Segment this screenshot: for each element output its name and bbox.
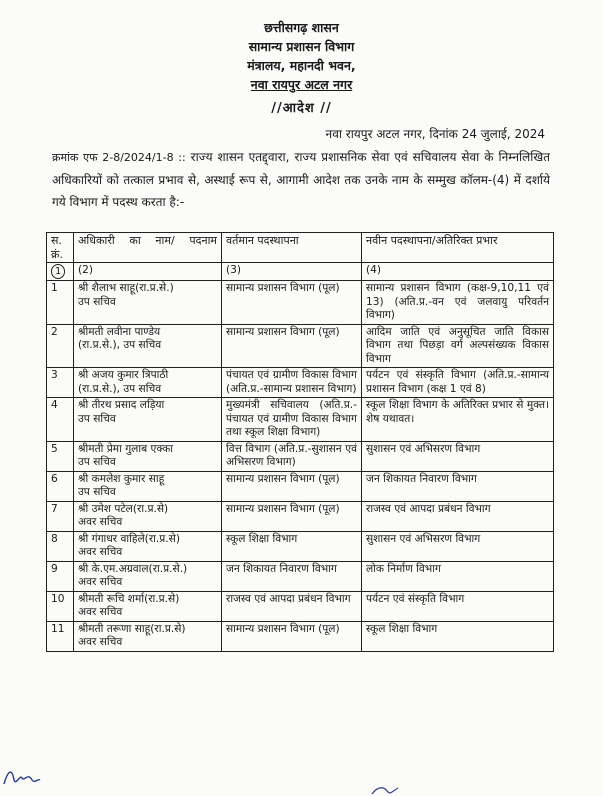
officer-cell bbox=[74, 471, 222, 501]
table-row bbox=[47, 531, 554, 561]
officer-designation: अवर सचिव bbox=[78, 516, 123, 528]
handwritten-mark-icon bbox=[370, 784, 400, 796]
officer-designation: उप सचिव bbox=[78, 295, 116, 308]
sno-cell: 10 bbox=[47, 591, 74, 621]
sno-cell: 7 bbox=[47, 501, 74, 531]
postings-table bbox=[46, 232, 554, 652]
new-posting-cell: स्कूल शिक्षा विभाग के अतिरिक्त प्रभार से मुक्त। शेष यथावत। bbox=[362, 398, 554, 442]
current-posting-cell: वित्त विभाग (अति.प्र.-सुशासन एवं अभिसरण विभाग) bbox=[222, 441, 362, 471]
officer-name: श्रीमती तरूणा साहू(रा.प्र.से) bbox=[78, 622, 186, 635]
current-posting-cell: मुख्यमंत्री सचिवालय (अति.प्र.-पंचायत एवं ग्रामीण विकास विभाग तथा स्कूल शिक्षा विभाग) bbox=[222, 398, 362, 442]
table-row bbox=[47, 501, 554, 531]
current-posting-cell: सामान्य प्रशासन विभाग (पूल) bbox=[222, 501, 362, 531]
officer-name: श्रीमती प्रेमा गुलाब एक्का bbox=[78, 442, 174, 455]
current-posting-cell: पंचायत एवं ग्रामीण विकास विभाग (अति.प्र.-सामान्य प्रशासन विभाग) bbox=[222, 368, 362, 398]
officer-designation: उप सचिव bbox=[78, 412, 116, 425]
officer-name: श्री के.एम.अग्रवाल(रा.प्र.से.) bbox=[78, 562, 188, 575]
colnum-1: 1 bbox=[51, 264, 65, 279]
table-row bbox=[47, 471, 554, 501]
current-posting-cell: सामान्य प्रशासन विभाग (पूल) bbox=[222, 621, 362, 651]
officer-designation: अवर सचिव bbox=[78, 636, 123, 648]
table-row bbox=[47, 561, 554, 591]
order-dateline: नवा रायपुर अटल नगर, दिनांक 24 जुलाई, 2024 bbox=[325, 127, 545, 141]
officer-cell bbox=[74, 281, 222, 325]
officer-designation: अवर सचिव bbox=[78, 606, 123, 618]
officer-cell bbox=[74, 531, 222, 561]
order-paragraph bbox=[52, 146, 550, 213]
office-address: मंत्रालय, महानदी भवन, bbox=[247, 58, 356, 73]
officer-name: श्री शैलाभ साहू(रा.प्र.से.) bbox=[78, 282, 174, 294]
new-posting-cell: राजस्व एवं आपदा प्रबंधन विभाग bbox=[362, 501, 554, 531]
current-posting-cell: स्कूल शिक्षा विभाग bbox=[222, 531, 362, 561]
current-posting-cell: सामान्य प्रशासन विभाग (पूल) bbox=[222, 281, 362, 325]
officer-cell bbox=[74, 324, 222, 368]
current-posting-cell: सामान्य प्रशासन विभाग (पूल) bbox=[222, 324, 362, 368]
officer-name: श्री अजय कुमार त्रिपाठी bbox=[78, 369, 169, 381]
table-row bbox=[47, 368, 554, 398]
colnum-3: (3) bbox=[222, 263, 362, 281]
new-posting-cell: सुशासन एवं अभिसरण विभाग bbox=[362, 441, 554, 471]
officer-name: श्रीमती रूचि शर्मा(रा.प्र.से) bbox=[78, 592, 180, 605]
order-title: //आदेश // bbox=[271, 101, 332, 116]
header-officer: अधिकारी का नाम/ पदनाम bbox=[74, 233, 222, 263]
officer-cell bbox=[74, 398, 222, 442]
header-current-posting: वर्तमान पदस्थापना bbox=[222, 233, 362, 263]
department-name: सामान्य प्रशासन विभाग bbox=[248, 39, 355, 54]
colnum-1-cell bbox=[47, 263, 74, 281]
city-name: नवा रायपुर अटल नगर bbox=[250, 77, 353, 92]
new-posting-cell: पर्यटन एवं संस्कृति विभाग (अति.प्र.-सामान्य प्रशासन विभाग (कक्ष 1 एवं 8) bbox=[362, 368, 554, 398]
letterhead bbox=[0, 18, 603, 116]
officer-designation: (रा.प्र.से.), उप सचिव bbox=[78, 382, 162, 395]
sno-cell: 8 bbox=[47, 531, 74, 561]
table-row bbox=[47, 621, 554, 651]
officer-name: श्री तीरथ प्रसाद लड़िया bbox=[78, 399, 165, 411]
current-posting-cell: सामान्य प्रशासन विभाग (पूल) bbox=[222, 471, 362, 501]
table-row bbox=[47, 441, 554, 471]
sno-cell: 11 bbox=[47, 621, 74, 651]
handwritten-initials-icon bbox=[2, 760, 42, 790]
table-row bbox=[47, 398, 554, 442]
colnum-4: (4) bbox=[362, 263, 554, 281]
officer-name: श्री कमलेश कुमार साहू bbox=[78, 472, 165, 485]
header-new-posting: नवीन पदस्थापना/अतिरिक्त प्रभार bbox=[362, 233, 554, 263]
order-reference-number: क्रमांक एफ 2-8/2024/1-8 :: bbox=[52, 151, 186, 164]
officer-designation: उप सचिव bbox=[78, 456, 116, 468]
sno-cell: 9 bbox=[47, 561, 74, 591]
officer-cell bbox=[74, 561, 222, 591]
current-posting-cell: राजस्व एवं आपदा प्रबंधन विभाग bbox=[222, 591, 362, 621]
officer-cell bbox=[74, 368, 222, 398]
govt-name: छत्तीसगढ़ शासन bbox=[264, 20, 339, 35]
table-row bbox=[47, 591, 554, 621]
sno-cell: 1 bbox=[47, 281, 74, 325]
new-posting-cell: सुशासन एवं अभिसरण विभाग bbox=[362, 531, 554, 561]
table-header-row bbox=[47, 233, 554, 263]
new-posting-cell: सामान्य प्रशासन विभाग (कक्ष-9,10,11 एवं 13) (अति.प्र.-वन एवं जलवायु परिवर्तन विभाग) bbox=[362, 281, 554, 325]
table-row bbox=[47, 324, 554, 368]
new-posting-cell: आदिम जाति एवं अनुसूचित जाति विकास विभाग तथा पिछड़ा वर्ग अल्पसंख्यक विकास विभाग bbox=[362, 324, 554, 368]
officer-designation: अवर सचिव bbox=[78, 576, 123, 588]
new-posting-cell: लोक निर्माण विभाग bbox=[362, 561, 554, 591]
new-posting-cell: पर्यटन एवं संस्कृति विभाग bbox=[362, 591, 554, 621]
officer-name: श्रीमती लवीना पाण्डेय bbox=[78, 325, 161, 338]
new-posting-cell: जन शिकायत निवारण विभाग bbox=[362, 471, 554, 501]
current-posting-cell: जन शिकायत निवारण विभाग bbox=[222, 561, 362, 591]
sno-cell: 6 bbox=[47, 471, 74, 501]
sno-cell: 3 bbox=[47, 368, 74, 398]
column-number-row bbox=[47, 263, 554, 281]
officer-designation: (रा.प्र.से.), उप सचिव bbox=[78, 339, 162, 351]
officer-name: श्री गंगाधर वाहिले(रा.प्र.से) bbox=[78, 532, 180, 545]
header-sno: स. क्रं. bbox=[47, 233, 74, 263]
table-row bbox=[47, 281, 554, 325]
officer-cell bbox=[74, 441, 222, 471]
table-body bbox=[47, 281, 554, 652]
officer-cell bbox=[74, 591, 222, 621]
officer-designation: उप सचिव bbox=[78, 486, 116, 498]
order-body-text: राज्य शासन एतद्द्वारा, राज्य प्रशासनिक सेवा एवं सचिवालय सेवा के निम्नलिखित अधिकारियों को तत्काल प्रभाव से, अस्थाई रूप से, आगामी आदेश तक उनके नाम के सम्मुख कॉलम-(4) में दर्शाये गये विभाग में पदस्थ करता है:- bbox=[52, 150, 550, 209]
sno-cell: 5 bbox=[47, 441, 74, 471]
officer-name: श्री उमेश पटेल(रा.प्र.से) bbox=[78, 502, 169, 515]
sno-cell: 2 bbox=[47, 324, 74, 368]
officer-cell bbox=[74, 621, 222, 651]
officer-cell bbox=[74, 501, 222, 531]
sno-cell: 4 bbox=[47, 398, 74, 442]
colnum-2: (2) bbox=[74, 263, 222, 281]
officer-designation: अवर सचिव bbox=[78, 546, 123, 558]
new-posting-cell: स्कूल शिक्षा विभाग bbox=[362, 621, 554, 651]
